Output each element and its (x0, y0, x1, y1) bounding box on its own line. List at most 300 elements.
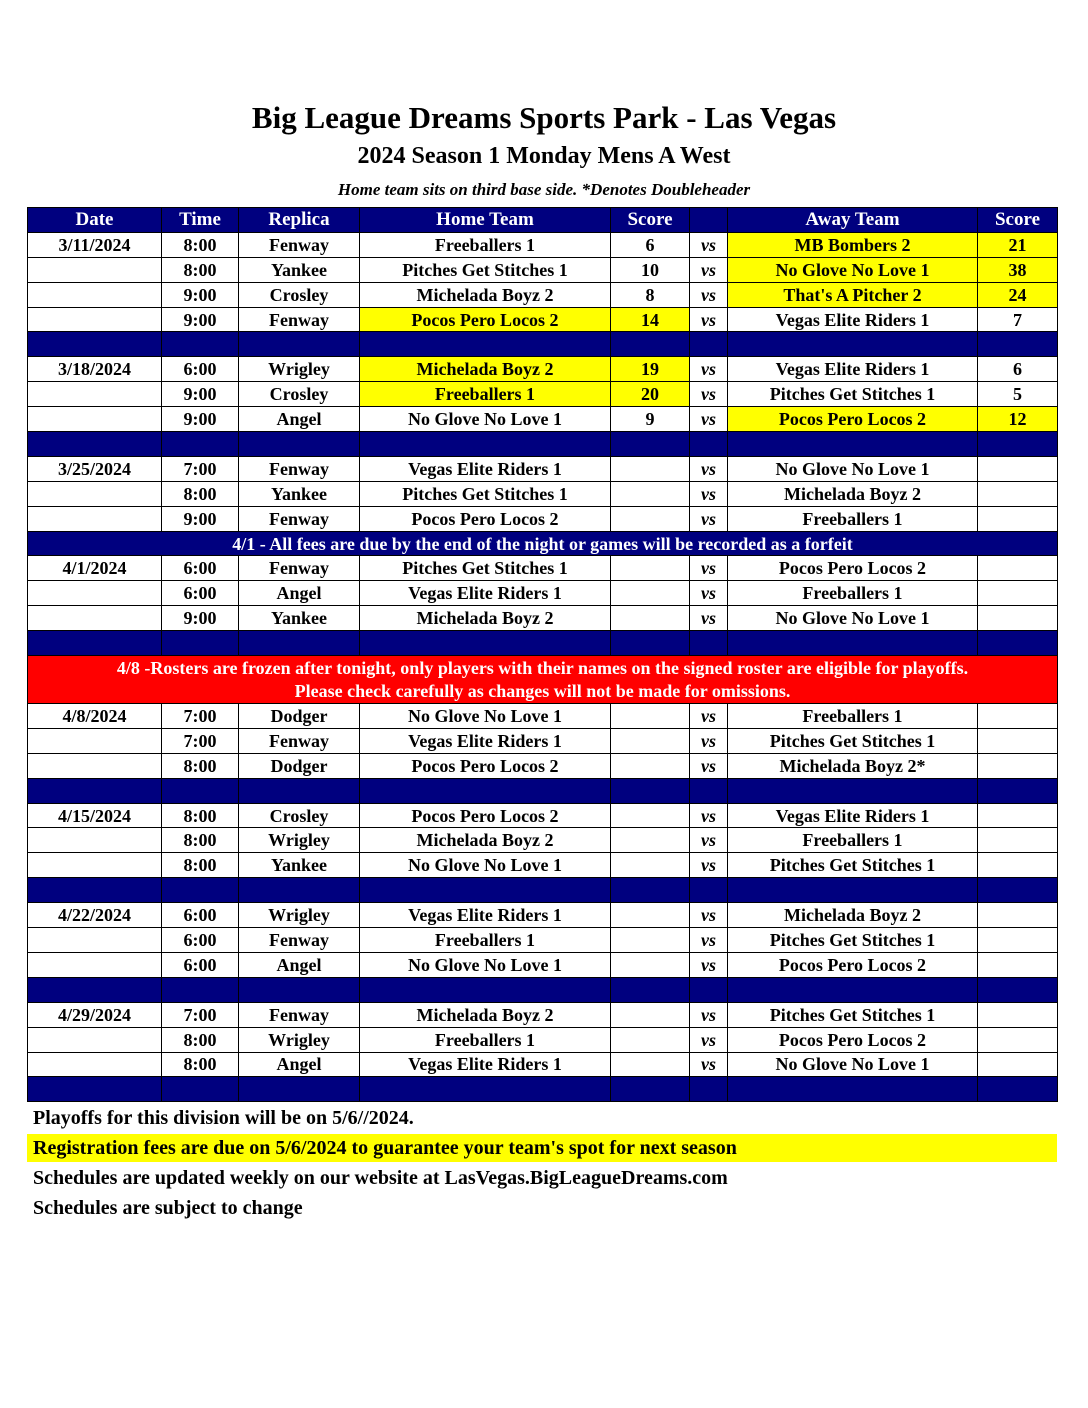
separator-cell (728, 432, 978, 457)
game-row (28, 481, 1058, 506)
away-team: No Glove No Love 1 (728, 606, 978, 631)
separator-cell (28, 332, 162, 357)
game-row (28, 952, 1058, 977)
game-time: 6:00 (162, 556, 239, 581)
away-score (978, 952, 1058, 977)
away-team: No Glove No Love 1 (728, 456, 978, 481)
game-date (28, 282, 162, 307)
game-field: Angel (239, 407, 360, 432)
game-date (28, 728, 162, 753)
away-team: No Glove No Love 1 (728, 257, 978, 282)
game-date: 3/18/2024 (28, 357, 162, 382)
game-field: Dodger (239, 753, 360, 778)
game-time: 8:00 (162, 853, 239, 878)
away-score (978, 1052, 1058, 1077)
game-date (28, 853, 162, 878)
game-field: Fenway (239, 307, 360, 332)
home-team: Michelada Boyz 2 (360, 1002, 611, 1027)
separator-cell (728, 332, 978, 357)
game-field: Yankee (239, 481, 360, 506)
game-date (28, 307, 162, 332)
game-time: 8:00 (162, 1027, 239, 1052)
away-team: That's A Pitcher 2 (728, 282, 978, 307)
table-header-row (28, 208, 1058, 233)
away-score (978, 803, 1058, 828)
website-note: Schedules are updated weekly on our website at LasVegas.BigLeagueDreams.com (33, 1167, 728, 1189)
game-date (28, 481, 162, 506)
game-field: Wrigley (239, 828, 360, 853)
home-score (611, 456, 690, 481)
away-team: Freeballers 1 (728, 506, 978, 531)
separator-cell (360, 977, 611, 1002)
column-header-home-score: Score (611, 208, 690, 233)
vs-label: vs (690, 828, 728, 853)
home-score: 9 (611, 407, 690, 432)
separator-cell (239, 977, 360, 1002)
home-score: 20 (611, 382, 690, 407)
game-field: Fenway (239, 232, 360, 257)
separator-cell (978, 878, 1058, 903)
separator-cell (611, 878, 690, 903)
home-score: 8 (611, 282, 690, 307)
game-row (28, 282, 1058, 307)
home-team: Freeballers 1 (360, 928, 611, 953)
game-time: 7:00 (162, 704, 239, 729)
game-row (28, 753, 1058, 778)
home-score (611, 828, 690, 853)
home-team: Pocos Pero Locos 2 (360, 803, 611, 828)
game-time: 6:00 (162, 903, 239, 928)
vs-label: vs (690, 232, 728, 257)
game-row (28, 828, 1058, 853)
separator-cell (728, 977, 978, 1002)
game-time: 9:00 (162, 407, 239, 432)
game-date (28, 606, 162, 631)
vs-label: vs (690, 903, 728, 928)
home-team: Vegas Elite Riders 1 (360, 456, 611, 481)
game-field: Angel (239, 1052, 360, 1077)
home-team: No Glove No Love 1 (360, 952, 611, 977)
schedule-body (28, 232, 1058, 1101)
separator-cell (611, 977, 690, 1002)
game-row (28, 556, 1058, 581)
game-time: 7:00 (162, 456, 239, 481)
home-score (611, 556, 690, 581)
game-date (28, 257, 162, 282)
separator-cell (162, 432, 239, 457)
home-score (611, 753, 690, 778)
away-team: Pocos Pero Locos 2 (728, 952, 978, 977)
away-team: Pitches Get Stitches 1 (728, 728, 978, 753)
game-date (28, 1027, 162, 1052)
separator-cell (162, 778, 239, 803)
away-team: No Glove No Love 1 (728, 1052, 978, 1077)
home-score (611, 1002, 690, 1027)
game-date: 4/29/2024 (28, 1002, 162, 1027)
home-team: Freeballers 1 (360, 1027, 611, 1052)
game-row (28, 506, 1058, 531)
game-field: Yankee (239, 853, 360, 878)
separator-cell (611, 332, 690, 357)
game-row (28, 853, 1058, 878)
separator-cell (978, 778, 1058, 803)
game-date (28, 828, 162, 853)
game-time: 8:00 (162, 1052, 239, 1077)
game-row (28, 357, 1058, 382)
vs-label: vs (690, 382, 728, 407)
game-field: Wrigley (239, 1027, 360, 1052)
game-field: Dodger (239, 704, 360, 729)
game-row (28, 728, 1058, 753)
home-score (611, 928, 690, 953)
game-time: 9:00 (162, 606, 239, 631)
away-score (978, 1002, 1058, 1027)
separator-cell (611, 432, 690, 457)
fee-notice-row (28, 531, 1058, 556)
roster-alert-row (28, 656, 1058, 704)
game-row (28, 1052, 1058, 1077)
game-field: Angel (239, 581, 360, 606)
vs-label: vs (690, 606, 728, 631)
home-team: Pitches Get Stitches 1 (360, 257, 611, 282)
separator-cell (690, 332, 728, 357)
game-row (28, 456, 1058, 481)
separator-cell (728, 878, 978, 903)
game-date (28, 753, 162, 778)
game-row (28, 407, 1058, 432)
away-score (978, 753, 1058, 778)
game-field: Crosley (239, 382, 360, 407)
home-score (611, 481, 690, 506)
home-score: 14 (611, 307, 690, 332)
home-team: Vegas Elite Riders 1 (360, 1052, 611, 1077)
home-team: Vegas Elite Riders 1 (360, 581, 611, 606)
game-field: Crosley (239, 282, 360, 307)
separator-cell (360, 1077, 611, 1102)
week-separator-row (28, 432, 1058, 457)
separator-cell (28, 778, 162, 803)
page-subtitle: 2024 Season 1 Monday Mens A West (357, 143, 731, 169)
column-header-replica: Replica (239, 208, 360, 233)
game-field: Crosley (239, 803, 360, 828)
game-time: 9:00 (162, 382, 239, 407)
vs-label: vs (690, 803, 728, 828)
separator-cell (690, 1077, 728, 1102)
week-separator-row (28, 631, 1058, 656)
game-row (28, 903, 1058, 928)
game-row (28, 382, 1058, 407)
separator-cell (978, 631, 1058, 656)
game-date: 4/1/2024 (28, 556, 162, 581)
away-score (978, 556, 1058, 581)
game-date (28, 928, 162, 953)
vs-label: vs (690, 506, 728, 531)
column-header-date: Date (28, 208, 162, 233)
game-time: 9:00 (162, 282, 239, 307)
game-time: 8:00 (162, 828, 239, 853)
away-score (978, 903, 1058, 928)
game-field: Wrigley (239, 357, 360, 382)
home-score: 10 (611, 257, 690, 282)
away-score (978, 606, 1058, 631)
week-separator-row (28, 332, 1058, 357)
away-team: Pitches Get Stitches 1 (728, 853, 978, 878)
home-score (611, 1052, 690, 1077)
game-date (28, 506, 162, 531)
away-team: Pocos Pero Locos 2 (728, 556, 978, 581)
away-team: Vegas Elite Riders 1 (728, 307, 978, 332)
column-header-home-team: Home Team (360, 208, 611, 233)
vs-label: vs (690, 1052, 728, 1077)
vs-label: vs (690, 407, 728, 432)
vs-label: vs (690, 753, 728, 778)
away-score (978, 704, 1058, 729)
away-team: Vegas Elite Riders 1 (728, 803, 978, 828)
away-score (978, 456, 1058, 481)
home-score: 19 (611, 357, 690, 382)
home-score (611, 704, 690, 729)
separator-cell (162, 977, 239, 1002)
home-team-note: Home team sits on third base side. *Denotes Doubleheader (337, 180, 751, 199)
home-team: Pitches Get Stitches 1 (360, 481, 611, 506)
game-time: 8:00 (162, 481, 239, 506)
vs-label: vs (690, 1002, 728, 1027)
separator-cell (978, 332, 1058, 357)
separator-cell (360, 432, 611, 457)
separator-cell (360, 878, 611, 903)
home-team: No Glove No Love 1 (360, 704, 611, 729)
home-team: Freeballers 1 (360, 382, 611, 407)
game-row (28, 581, 1058, 606)
roster-alert (28, 656, 1058, 704)
separator-cell (28, 1077, 162, 1102)
roster-alert-line2: Please check carefully as changes will not be made for omissions. (294, 680, 791, 701)
game-row (28, 704, 1058, 729)
away-score (978, 928, 1058, 953)
game-row (28, 257, 1058, 282)
home-score (611, 581, 690, 606)
vs-label: vs (690, 282, 728, 307)
separator-cell (239, 1077, 360, 1102)
separator-cell (162, 332, 239, 357)
away-team: Freeballers 1 (728, 581, 978, 606)
away-team: Pitches Get Stitches 1 (728, 382, 978, 407)
separator-cell (978, 432, 1058, 457)
separator-cell (162, 1077, 239, 1102)
separator-cell (728, 778, 978, 803)
separator-cell (690, 878, 728, 903)
home-score (611, 728, 690, 753)
game-row (28, 803, 1058, 828)
separator-cell (28, 631, 162, 656)
home-score (611, 903, 690, 928)
away-score (978, 853, 1058, 878)
away-score: 24 (978, 282, 1058, 307)
game-date: 3/11/2024 (28, 232, 162, 257)
game-time: 9:00 (162, 307, 239, 332)
separator-cell (611, 631, 690, 656)
away-score: 7 (978, 307, 1058, 332)
game-time: 6:00 (162, 357, 239, 382)
away-score (978, 506, 1058, 531)
vs-label: vs (690, 456, 728, 481)
separator-cell (690, 977, 728, 1002)
fee-notice-text: 4/1 - All fees are due by the end of the night or games will be recorded as a forfeit (28, 531, 1058, 556)
away-score: 5 (978, 382, 1058, 407)
schedule-table (27, 207, 1058, 1102)
game-date (28, 581, 162, 606)
separator-cell (360, 631, 611, 656)
separator-cell (978, 977, 1058, 1002)
week-separator-row (28, 878, 1058, 903)
game-time: 8:00 (162, 257, 239, 282)
away-score: 12 (978, 407, 1058, 432)
game-field: Fenway (239, 728, 360, 753)
home-team: Pitches Get Stitches 1 (360, 556, 611, 581)
game-date: 4/22/2024 (28, 903, 162, 928)
page-title: Big League Dreams Sports Park - Las Vegas (251, 100, 837, 135)
away-score (978, 728, 1058, 753)
away-score (978, 1027, 1058, 1052)
away-team: Michelada Boyz 2 (728, 481, 978, 506)
game-row (28, 928, 1058, 953)
vs-label: vs (690, 257, 728, 282)
home-score: 6 (611, 232, 690, 257)
home-score (611, 853, 690, 878)
playoffs-note: Playoffs for this division will be on 5/6//2024. (33, 1107, 414, 1129)
separator-cell (978, 1077, 1058, 1102)
home-team: Pocos Pero Locos 2 (360, 307, 611, 332)
game-date (28, 407, 162, 432)
home-team: Freeballers 1 (360, 232, 611, 257)
game-row (28, 232, 1058, 257)
game-field: Yankee (239, 257, 360, 282)
game-field: Wrigley (239, 903, 360, 928)
home-team: Michelada Boyz 2 (360, 282, 611, 307)
home-team: Michelada Boyz 2 (360, 828, 611, 853)
separator-cell (360, 778, 611, 803)
home-team: No Glove No Love 1 (360, 407, 611, 432)
vs-label: vs (690, 357, 728, 382)
game-time: 6:00 (162, 928, 239, 953)
separator-cell (239, 778, 360, 803)
vs-label: vs (690, 728, 728, 753)
game-date (28, 1052, 162, 1077)
game-date: 4/15/2024 (28, 803, 162, 828)
home-team: Vegas Elite Riders 1 (360, 903, 611, 928)
separator-cell (28, 432, 162, 457)
column-header-away-team: Away Team (728, 208, 978, 233)
home-score (611, 506, 690, 531)
separator-cell (728, 1077, 978, 1102)
week-separator-row (28, 1077, 1058, 1102)
vs-label: vs (690, 481, 728, 506)
column-header-away-score: Score (978, 208, 1058, 233)
away-team: Freeballers 1 (728, 704, 978, 729)
game-field: Yankee (239, 606, 360, 631)
separator-cell (239, 631, 360, 656)
home-team: Vegas Elite Riders 1 (360, 728, 611, 753)
home-score (611, 952, 690, 977)
subject-to-change-note: Schedules are subject to change (33, 1197, 303, 1219)
home-team: Michelada Boyz 2 (360, 606, 611, 631)
separator-cell (28, 878, 162, 903)
away-team: Freeballers 1 (728, 828, 978, 853)
game-field: Fenway (239, 1002, 360, 1027)
separator-cell (728, 631, 978, 656)
away-team: Michelada Boyz 2 (728, 903, 978, 928)
separator-cell (239, 878, 360, 903)
away-team: Pocos Pero Locos 2 (728, 407, 978, 432)
game-time: 8:00 (162, 232, 239, 257)
game-date: 4/8/2024 (28, 704, 162, 729)
away-score (978, 481, 1058, 506)
away-score: 6 (978, 357, 1058, 382)
game-field: Fenway (239, 506, 360, 531)
vs-label: vs (690, 581, 728, 606)
game-time: 8:00 (162, 753, 239, 778)
game-time: 7:00 (162, 728, 239, 753)
game-date (28, 952, 162, 977)
home-score (611, 1027, 690, 1052)
game-time: 7:00 (162, 1002, 239, 1027)
roster-alert-line1: 4/8 -Rosters are frozen after tonight, only players with their names on the signed roster are eligible for playoffs. (116, 657, 969, 678)
game-row (28, 1027, 1058, 1052)
game-row (28, 307, 1058, 332)
game-time: 9:00 (162, 506, 239, 531)
away-team: Pitches Get Stitches 1 (728, 1002, 978, 1027)
game-field: Angel (239, 952, 360, 977)
away-team: Vegas Elite Riders 1 (728, 357, 978, 382)
week-separator-row (28, 977, 1058, 1002)
game-time: 8:00 (162, 803, 239, 828)
separator-cell (611, 778, 690, 803)
separator-cell (162, 878, 239, 903)
home-score (611, 606, 690, 631)
game-field: Fenway (239, 456, 360, 481)
separator-cell (690, 432, 728, 457)
home-team: Michelada Boyz 2 (360, 357, 611, 382)
away-score (978, 581, 1058, 606)
game-date (28, 382, 162, 407)
separator-cell (239, 432, 360, 457)
away-score: 38 (978, 257, 1058, 282)
separator-cell (690, 778, 728, 803)
separator-cell (239, 332, 360, 357)
game-row (28, 606, 1058, 631)
separator-cell (360, 332, 611, 357)
home-team: No Glove No Love 1 (360, 853, 611, 878)
column-header-time: Time (162, 208, 239, 233)
vs-label: vs (690, 952, 728, 977)
vs-label: vs (690, 928, 728, 953)
away-score: 21 (978, 232, 1058, 257)
separator-cell (690, 631, 728, 656)
separator-cell (28, 977, 162, 1002)
separator-cell (162, 631, 239, 656)
home-team: Pocos Pero Locos 2 (360, 506, 611, 531)
away-team: MB Bombers 2 (728, 232, 978, 257)
vs-label: vs (690, 704, 728, 729)
column-header-vs (690, 208, 728, 233)
week-separator-row (28, 778, 1058, 803)
vs-label: vs (690, 307, 728, 332)
separator-cell (611, 1077, 690, 1102)
home-score (611, 803, 690, 828)
game-row (28, 1002, 1058, 1027)
game-time: 6:00 (162, 952, 239, 977)
away-team: Pocos Pero Locos 2 (728, 1027, 978, 1052)
